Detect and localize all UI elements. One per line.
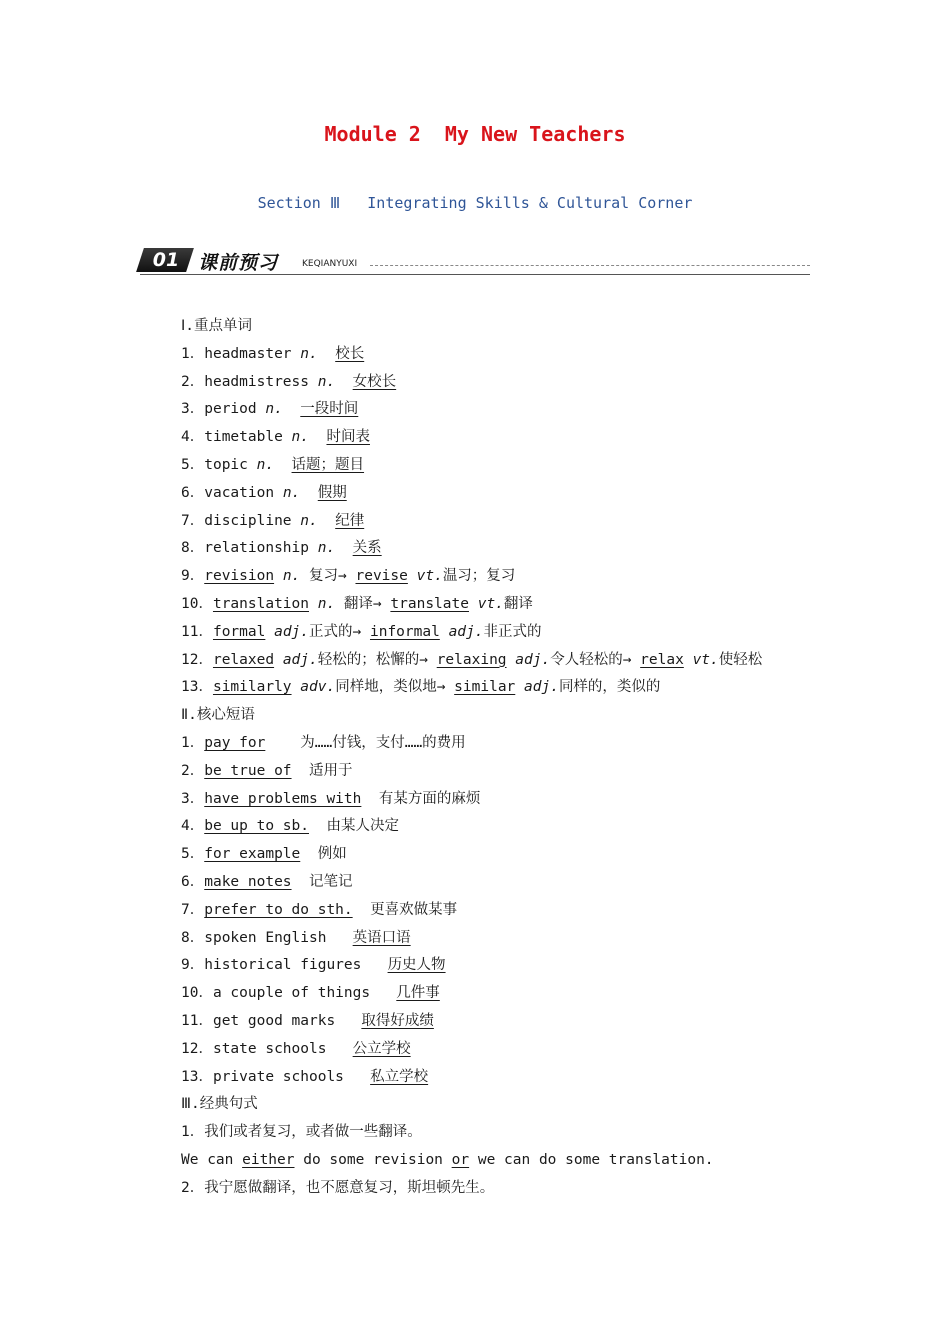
line-text <box>292 679 301 695</box>
answer-text: 取得好成绩 <box>361 1012 434 1029</box>
banner-dashed-rule <box>370 265 810 266</box>
content-line <box>181 509 821 537</box>
module-title: Module 2 My New Teachers <box>324 122 626 146</box>
part-of-speech: n. <box>317 373 336 390</box>
line-text: 5．topic <box>181 456 257 473</box>
part-of-speech: n. <box>317 595 336 612</box>
line-text: 同样的，类似的 <box>558 679 661 696</box>
line-text: 3．period <box>181 401 266 418</box>
line-text: 例如 <box>300 846 347 863</box>
line-text <box>507 652 516 668</box>
answer-text: relaxing <box>436 651 507 668</box>
line-text: 复习→ <box>300 568 356 585</box>
content-line <box>181 620 821 648</box>
line-text: 9． <box>181 568 205 585</box>
line-text: 翻译 <box>503 595 533 612</box>
banner-underline <box>140 274 810 275</box>
line-text: 记笔记 <box>291 873 353 890</box>
answer-text: 英语口语 <box>352 929 411 946</box>
answer-text: make notes <box>204 873 292 890</box>
part-of-speech: n. <box>300 345 318 362</box>
line-text: 温习；复习 <box>442 568 516 585</box>
part-of-speech: adj. <box>282 651 318 668</box>
content-body <box>181 314 821 1204</box>
part-of-speech: n. <box>256 456 275 473</box>
part-of-speech: vt. <box>692 651 719 668</box>
answer-text: formal <box>212 623 266 640</box>
line-text <box>335 540 352 556</box>
line-text: 2．我宁愿做翻译，也不愿意复习，斯坦顿先生。 <box>181 1179 495 1196</box>
banner-title: 课前预习 <box>198 252 279 274</box>
line-text: 3． <box>181 790 205 807</box>
line-text: 正式的→ <box>309 623 370 640</box>
badge-number: 01 <box>152 249 180 271</box>
answer-text: 历史人物 <box>387 957 446 974</box>
line-text: 7．discipline <box>181 512 301 529</box>
answer-text: prefer to do sth. <box>204 901 353 918</box>
line-text: 10． <box>181 595 213 612</box>
line-text: 5． <box>181 846 205 863</box>
line-text: We can <box>181 1151 243 1168</box>
line-text: 使轻松 <box>718 651 763 668</box>
answer-text: 一段时间 <box>300 401 359 418</box>
line-text: 6． <box>181 873 205 890</box>
answer-text: similar <box>454 679 516 696</box>
answer-text: translate <box>390 595 469 612</box>
line-text: 13． <box>181 679 213 696</box>
line-text: 4．timetable <box>181 429 292 446</box>
content-line <box>181 397 821 425</box>
content-line <box>181 870 821 898</box>
content-line <box>181 1009 821 1037</box>
content-line <box>181 425 821 453</box>
content-line <box>181 314 821 342</box>
part-of-speech: vt. <box>416 568 443 585</box>
answer-text: revise <box>355 568 408 585</box>
line-text <box>309 429 326 445</box>
answer-text: 时间表 <box>326 429 370 446</box>
answer-text: 关系 <box>352 540 382 557</box>
line-text: 2． <box>181 762 205 779</box>
answer-text: be true of <box>204 762 292 779</box>
line-text: 1．我们或者复习，或者做一些翻译。 <box>181 1124 422 1141</box>
line-text: 由某人决定 <box>309 818 399 835</box>
line-text <box>440 624 449 640</box>
content-line <box>181 592 821 620</box>
line-text: 同样地，类似地→ <box>335 679 455 696</box>
content-line <box>181 1148 821 1176</box>
answer-text: have problems with <box>204 790 362 807</box>
content-line <box>181 453 821 481</box>
content-line <box>181 481 821 509</box>
content-line <box>181 759 821 787</box>
part-of-speech: n. <box>282 484 301 501</box>
section-subtitle: Section Ⅲ Integrating Skills & Cultural Corner <box>257 194 693 212</box>
line-text <box>265 624 274 640</box>
answer-text: 假期 <box>317 484 347 501</box>
content-line <box>181 370 821 398</box>
answer-text: 纪律 <box>335 512 365 529</box>
line-text: 11． <box>181 623 213 640</box>
answer-text: translation <box>212 595 309 612</box>
part-of-speech: n. <box>282 568 301 585</box>
line-text: 4． <box>181 818 205 835</box>
content-line <box>181 731 821 759</box>
answer-text: revision <box>204 568 275 585</box>
answer-text: 公立学校 <box>352 1040 411 1057</box>
content-line <box>181 787 821 815</box>
line-text: 10．a couple of things <box>181 985 397 1002</box>
line-text: 为……付钱，支付……的费用 <box>265 734 466 751</box>
answer-text: either <box>242 1151 295 1168</box>
content-line <box>181 814 821 842</box>
content-line <box>181 342 821 370</box>
line-text: do some revision <box>294 1151 452 1168</box>
section-banner <box>140 244 810 276</box>
line-text: 更喜欢做某事 <box>352 901 458 918</box>
part-of-speech: adj. <box>524 679 559 696</box>
line-text: Ⅰ.重点单词 <box>181 318 253 334</box>
answer-text: relax <box>640 651 684 668</box>
content-line <box>181 1037 821 1065</box>
line-text: 轻松的；松懈的→ <box>317 651 437 668</box>
answer-text: or <box>451 1151 470 1168</box>
line-text <box>274 568 283 584</box>
line-text: we can do some translation. <box>469 1151 714 1168</box>
content-line <box>181 953 821 981</box>
answer-text: 话题；题目 <box>291 456 365 473</box>
line-text <box>274 652 283 668</box>
content-line <box>181 675 821 703</box>
answer-text: be up to sb. <box>204 818 309 835</box>
answer-text: similarly <box>212 679 292 696</box>
line-text: 11．get good marks <box>181 1012 362 1029</box>
line-text: 12． <box>181 651 213 668</box>
answer-text: 几件事 <box>396 985 440 1002</box>
content-line <box>181 926 821 954</box>
part-of-speech: adj. <box>448 623 484 640</box>
part-of-speech: n. <box>265 401 283 418</box>
content-line <box>181 648 821 676</box>
line-text: 有某方面的麻烦 <box>361 790 481 807</box>
line-text: 1．headmaster <box>181 345 301 362</box>
line-text <box>469 596 478 612</box>
part-of-speech: vt. <box>477 595 504 612</box>
content-line <box>181 703 821 731</box>
answer-text: pay for <box>204 734 266 751</box>
line-text: 8．spoken English <box>181 929 353 946</box>
banner-pinyin: KEQIANYUXI <box>302 259 358 269</box>
part-of-speech: n. <box>317 540 336 557</box>
content-line <box>181 1120 821 1148</box>
line-text <box>318 513 335 529</box>
part-of-speech: adj. <box>274 623 310 640</box>
line-text <box>283 401 300 417</box>
line-text <box>515 679 524 695</box>
answer-text: 私立学校 <box>370 1068 429 1085</box>
answer-text: 女校长 <box>352 373 397 390</box>
line-text <box>335 374 352 390</box>
line-text: 6．vacation <box>181 484 283 501</box>
line-text: 1． <box>181 734 205 751</box>
line-text: 7． <box>181 901 205 918</box>
answer-text: 校长 <box>335 345 365 362</box>
line-text <box>300 485 317 501</box>
content-line <box>181 564 821 592</box>
content-line <box>181 981 821 1009</box>
line-text <box>684 652 693 668</box>
line-text: 12．state schools <box>181 1040 353 1057</box>
content-line <box>181 1176 821 1204</box>
answer-text: relaxed <box>212 651 275 668</box>
answer-text: for example <box>204 846 301 863</box>
content-line <box>181 536 821 564</box>
line-text <box>309 596 318 612</box>
line-text: 13．private schools <box>181 1068 371 1085</box>
line-text: 翻译→ <box>335 595 391 612</box>
content-line <box>181 842 821 870</box>
line-text: 适用于 <box>291 762 353 779</box>
line-text: Ⅱ.核心短语 <box>181 707 255 724</box>
line-text <box>408 568 417 584</box>
line-text: Ⅲ.经典句式 <box>181 1096 258 1113</box>
line-text <box>318 346 335 362</box>
part-of-speech: adj. <box>515 651 551 668</box>
part-of-speech: n. <box>300 512 318 529</box>
part-of-speech: adv. <box>300 679 336 696</box>
content-line <box>181 1065 821 1093</box>
line-text: 9．historical figures <box>181 957 388 974</box>
content-line <box>181 898 821 926</box>
content-line <box>181 1092 821 1120</box>
line-text: 令人轻松的→ <box>550 651 641 668</box>
line-text <box>274 457 291 473</box>
answer-text: informal <box>369 623 440 640</box>
line-text: 2．headmistress <box>181 373 318 390</box>
line-text: 非正式的 <box>483 623 542 640</box>
part-of-speech: n. <box>291 429 309 446</box>
line-text: 8．relationship <box>181 540 318 557</box>
